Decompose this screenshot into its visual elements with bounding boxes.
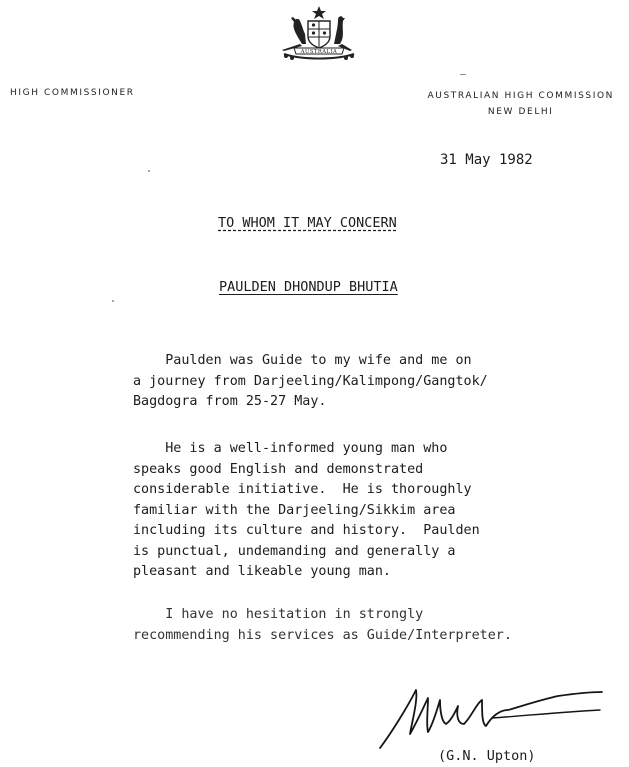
- body-paragraph-1: [133, 351, 593, 413]
- paper-speck: [148, 170, 150, 172]
- body-paragraph-3: [133, 605, 593, 646]
- body-line: recommending his services as Guide/Interpreter.: [133, 627, 512, 643]
- body-line: a journey from Darjeeling/Kalimpong/Gangtok/: [133, 373, 488, 389]
- coat-of-arms-emblem: [272, 4, 366, 66]
- body-line: speaks good English and demonstrated: [133, 461, 424, 477]
- body-line: considerable initiative. He is thoroughly: [133, 482, 472, 497]
- body-line: Bagdogra from 25-27 May.: [133, 394, 327, 409]
- subject-heading: PAULDEN DHONDUP BHUTIA: [219, 279, 398, 295]
- body-paragraph-2: [133, 439, 593, 583]
- handwritten-signature: [372, 676, 612, 756]
- paper-speck: [460, 74, 466, 75]
- letterhead-address-line1: AUSTRALIAN HIGH COMMISSION: [427, 91, 614, 101]
- svg-text:AUSTRALIA: AUSTRALIA: [300, 49, 338, 55]
- body-line: Paulden was Guide to my wife and me on: [133, 353, 472, 368]
- salutation-heading: TO WHOM IT MAY CONCERN: [218, 215, 397, 231]
- body-line: He is a well-informed young man who: [133, 441, 448, 456]
- paper-speck: [112, 300, 114, 302]
- body-line: I have no hesitation in strongly: [133, 607, 424, 622]
- body-line: familiar with the Darjeeling/Sikkim area: [133, 502, 456, 518]
- letterhead-address: [428, 88, 615, 120]
- body-line: pleasant and likeable young man.: [133, 564, 391, 579]
- letter-date: 31 May 1982: [440, 152, 533, 168]
- signatory-name: (G.N. Upton): [438, 748, 536, 764]
- body-line: is punctual, undemanding and generally a: [133, 543, 456, 559]
- letterhead-title-left: HIGH COMMISSIONER: [10, 88, 135, 98]
- letterhead-address-line2: NEW DELHI: [487, 107, 554, 117]
- body-line: including its culture and history. Paulden: [133, 523, 480, 538]
